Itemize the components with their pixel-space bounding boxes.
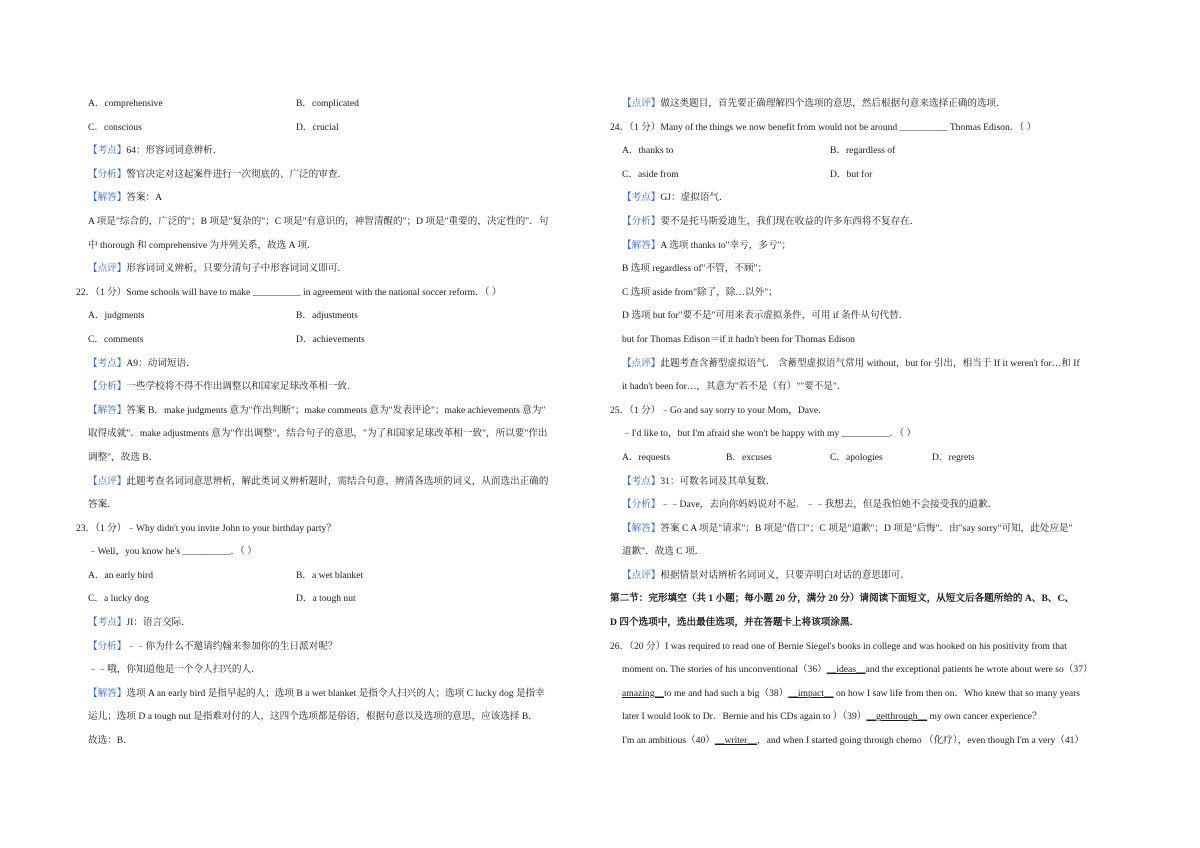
q25-stem: 25．（1 分）﹣Go and say sorry to your Mom，Dave． bbox=[610, 404, 828, 416]
q24-jieda-5: but for Thomas Edison＝if it hadn't been for Thomas Edison bbox=[622, 333, 855, 345]
section-heading-line-1: 第二节：完形填空（共 1 小题；每小题 20 分，满分 20 分）请阅读下面短文，从短文后各题所给的 A、B、C、 bbox=[610, 593, 1074, 605]
q24-dianping: 【点评】此题考查含蓄型虚拟语气． 含蓄型虚拟语气常用 without，but for 引出，相当于 If it weren't for…和 If bbox=[622, 357, 1080, 369]
q22-option-d: D．achievements bbox=[296, 333, 365, 345]
q22-options-row-2 bbox=[76, 328, 592, 352]
q22-options-row-1 bbox=[76, 304, 592, 328]
q25-stem-2: ﹣I'd like to，but I'm afraid she won't be happy with my __________．（ ） bbox=[622, 428, 917, 440]
q26-line-1: 26．（20 分）I was required to read one of Bernie Siegel's books in college and was hooked on his positivity from that bbox=[610, 640, 1067, 652]
q24-option-c: C．aside from bbox=[622, 168, 679, 180]
q21-option-c: C．conscious bbox=[88, 121, 142, 133]
q23-stem-2: ﹣Well，you know he's __________．（ ） bbox=[88, 546, 257, 558]
q23-stem: 23．（1 分）﹣Why didn't you invite John to your birthday party？ bbox=[76, 522, 336, 534]
q21-options-row-1 bbox=[76, 92, 592, 116]
q24-jieda-3: C 选项 aside from"除了，除…以外"； bbox=[622, 286, 778, 298]
q25-dianping: 【点评】根据情景对话辨析名词词义，只要弄明白对话的意思即可． bbox=[622, 569, 910, 581]
q26-line-3: amazing__to me and had such a big（38）__impact__ on how I saw life from then on．Who knew that so many years bbox=[622, 687, 1081, 699]
q22-dianping: 【点评】此题考查名词词意思辨析，解此类词义辨析题时，需结合句意，辨清各选项的词义，从而选出正确的 bbox=[88, 475, 549, 487]
q23-jieda-2: 运儿；选项 D a tough nut 是指难对付的人，这四个选项都是俗语，根据句意以及选项的意思，应该选择 B． bbox=[88, 711, 538, 723]
q21-option-d: D．crucial bbox=[296, 121, 339, 133]
q23-option-c: C．a lucky dog bbox=[88, 593, 149, 605]
q25-option-c: C．apologies bbox=[830, 451, 883, 463]
q24-option-b: B．regardless of bbox=[830, 145, 896, 157]
q21-jieda: 【解答】答案：A bbox=[88, 192, 163, 204]
blank-39: __getthrough__ bbox=[866, 711, 928, 723]
left-column bbox=[76, 92, 592, 753]
q26-line-4: later I would look to Dr．Bernie and his CDs again to ）（39）__getthrough__ my own cancer experience？ bbox=[622, 711, 1042, 723]
q24-jieda: 【解答】A 选项 thanks to"幸亏，多亏"； bbox=[622, 239, 792, 251]
q22-option-a: A．judgments bbox=[88, 310, 145, 322]
q24-stem: 24．（1 分）Many of the things we now benefit from would not be around __________ Thomas Edison．（ ） bbox=[610, 121, 1037, 133]
q25-jieda-2: 道歉"．故选 C 项． bbox=[622, 546, 705, 558]
q23-option-d: D．a tough nut bbox=[296, 593, 356, 605]
blank-36: __ideas__ bbox=[826, 664, 866, 676]
q22-dianping-2: 答案． bbox=[88, 499, 117, 511]
q26-line-2: moment on. The stories of his unconventional（36）__ideas__and the exceptional patients he wrote about were so（37） bbox=[622, 664, 1093, 676]
q24-dianping-2: it hadn't been for…，其意为"若不是（有）""要不是"． bbox=[622, 381, 847, 393]
q25-options-row bbox=[610, 446, 1134, 470]
q21-explanation-2: 中 thorough 和 comprehensive 为并列关系，故选 A 项． bbox=[88, 239, 317, 251]
blank-37: amazing__ bbox=[622, 687, 665, 699]
q22-stem: 22．（1 分）Some schools will have to make __________ in agreement with the national soccer reform．（ ） bbox=[76, 286, 502, 298]
q23-jieda-3: 故选：B． bbox=[88, 735, 133, 747]
q23-option-b: B．a wet blanket bbox=[296, 569, 364, 581]
q22-option-b: B．adjustments bbox=[296, 310, 358, 322]
q25-option-a: A．requests bbox=[622, 451, 670, 463]
q21-explanation-1: A 项是"综合的，广泛的"；B 项是"复杂的"；C 项是"有意识的，神智清醒的"；D 项是"重要的，决定性的"．句 bbox=[88, 215, 549, 227]
q22-kaodian: 【考点】A9：动词短语． bbox=[88, 357, 196, 369]
q22-fenxi: 【分析】一些学校将不得不作出调整以和国家足球改革相一致． bbox=[88, 381, 357, 393]
q22-jieda-3: 调整"，故选 B． bbox=[88, 451, 159, 463]
q22-jieda-2: 取得成就"．make adjustments 意为"作出调整"，结合句子的意思，"为了和国家足球改革相一致"，所以要"作出 bbox=[88, 428, 548, 440]
q25-option-d: D．regrets bbox=[932, 451, 975, 463]
q21-options-row-2 bbox=[76, 116, 592, 140]
q26-line-5: I'm an ambitious（40）__writer__，and when I started going through chemo （化疗），even though I'm a very（41） bbox=[622, 735, 1085, 747]
q23-option-a: A．an early bird bbox=[88, 569, 154, 581]
q22-option-c: C．comments bbox=[88, 333, 144, 345]
q24-jieda-2: B 选项 regardless of"不管，不顾"； bbox=[622, 263, 768, 275]
q25-fenxi: 【分析】﹣﹣Dave，去向你妈妈说对不起．﹣﹣我想去，但是我怕她不会接受我的道歉． bbox=[622, 499, 998, 511]
q23-dianping: 【点评】做这类题目，首先要正确理解四个选项的意思，然后根据句意来选择正确的选项． bbox=[622, 98, 1006, 109]
q23-options-row-2 bbox=[76, 587, 592, 611]
blank-40: __writer__ bbox=[714, 735, 757, 747]
q21-fenxi: 【分析】警官决定对这起案件进行一次彻底的、广泛的审查． bbox=[88, 168, 348, 180]
blank-38: __impact__ bbox=[788, 687, 834, 699]
q24-fenxi: 【分析】要不是托马斯爱迪生，我们现在收益的许多东西将不复存在． bbox=[622, 215, 920, 227]
q24-option-a: A．thanks to bbox=[622, 145, 674, 157]
q21-option-a: A．comprehensive bbox=[88, 98, 163, 109]
q24-option-d: D．but for bbox=[830, 168, 873, 180]
q25-kaodian: 【考点】31：可数名词及其单复数． bbox=[622, 475, 776, 487]
q22-jieda: 【解答】答案 B．make judgments 意为"作出判断"；make comments 意为"发表评论"；make achievements 意为" bbox=[88, 404, 546, 416]
q23-kaodian: 【考点】JI：语言交际． bbox=[88, 617, 191, 629]
q21-option-b: B．complicated bbox=[296, 98, 359, 109]
q24-options-row-1 bbox=[610, 139, 1134, 163]
right-column bbox=[610, 92, 1134, 753]
q23-jieda: 【解答】选项 A an early bird 是指早起的人；选项 B a wet blanket 是指令人扫兴的人；选项 C lucky dog 是指幸 bbox=[88, 687, 545, 699]
q25-jieda: 【解答】答案 C A 项是"请求"；B 项是"借口"；C 项是"道歉"；D 项是"后悔"．由"say sorry"可知，此处应是" bbox=[622, 522, 1073, 534]
q24-options-row-2 bbox=[610, 163, 1134, 187]
q23-fenxi-2: ﹣﹣哦，你知道他是一个令人扫兴的人． bbox=[88, 664, 261, 676]
q24-jieda-4: D 选项 but for"要不是"可用来表示虚拟条件，可用 if 条件从句代替． bbox=[622, 310, 909, 322]
q21-dianping: 【点评】形容词词义辨析，只要分清句子中形容词词义即可． bbox=[88, 263, 348, 275]
q25-option-b: B．excuses bbox=[726, 451, 772, 463]
q23-fenxi: 【分析】﹣﹣你为什么不邀请约翰来参加你的生日派对呢？ bbox=[88, 640, 338, 652]
section-heading-line-2: D 四个选项中，选出最佳选项，并在答题卡上将该项涂黑． bbox=[610, 617, 860, 629]
q24-kaodian: 【考点】GJ：虚拟语气． bbox=[622, 192, 729, 204]
q23-options-row-1 bbox=[76, 564, 592, 588]
q21-kaodian: 【考点】64：形容词词意辨析． bbox=[88, 145, 223, 157]
